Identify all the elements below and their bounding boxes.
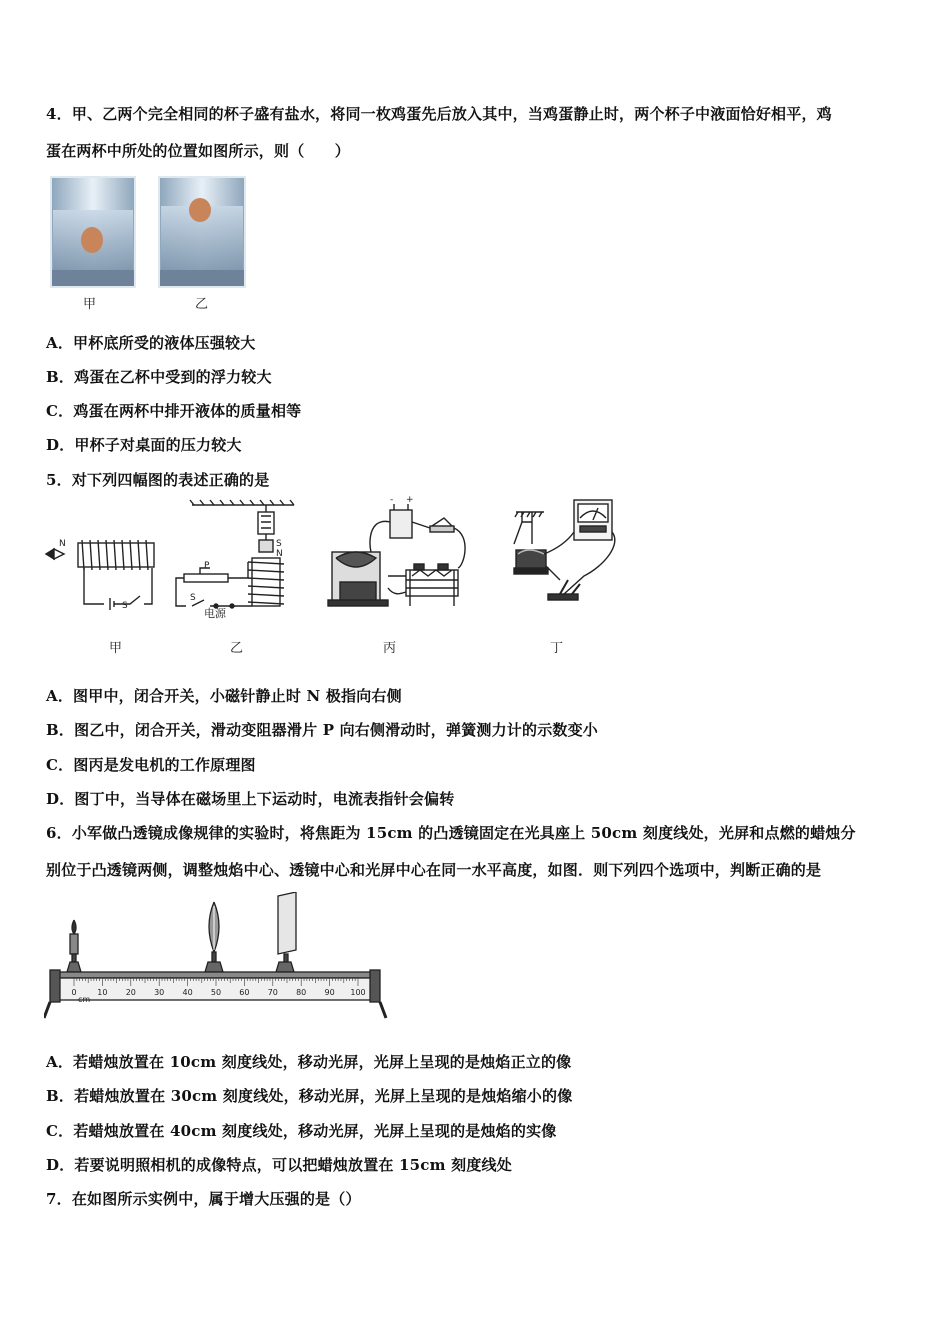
fig-yi-electromagnet (176, 500, 294, 620)
ruler-tick-label: 90 (324, 988, 335, 997)
q6-option-d: D．若要说明照相机的成像特点，可以把蜡烛放置在 15cm 刻度线处 (46, 1156, 512, 1174)
cup-yi (158, 176, 246, 288)
egg-yi (189, 198, 211, 222)
q5-caption-jia: 甲 (109, 641, 123, 656)
q5-option-a: A．图甲中，闭合开关，小磁针静止时 N 极指向右侧 (46, 687, 402, 705)
fig-ding-apparatus (514, 500, 615, 600)
q4-option-b: B．鸡蛋在乙杯中受到的浮力较大 (46, 368, 272, 386)
convex-lens (205, 902, 223, 972)
ruler-unit: cm (78, 995, 91, 1004)
label-slider-p: P (204, 561, 210, 571)
ruler-tick-label: 100 (350, 988, 366, 997)
label-n-pole: N (59, 539, 66, 549)
q4-stem-line2: 蛋在两杯中所处的位置如图所示，则（ ） (46, 142, 351, 160)
ruler-tick-label: 60 (239, 988, 250, 997)
svg-text:-: - (390, 496, 394, 505)
q6-option-c: C．若蜡烛放置在 40cm 刻度线处，移动光屏，光屏上呈现的是烛焰的实像 (46, 1122, 557, 1140)
ruler-tick-label: 0 (71, 988, 77, 997)
ruler-tick-label: 70 (267, 988, 278, 997)
svg-text:+: + (406, 496, 414, 505)
ruler-tick-label: 80 (296, 988, 307, 997)
q6-option-a: A．若蜡烛放置在 10cm 刻度线处，移动光屏，光屏上呈现的是烛焰正立的像 (46, 1053, 572, 1071)
ruler-tick-label: 10 (97, 988, 108, 997)
q6-stem-line1: 6．小军做凸透镜成像规律的实验时，将焦距为 15cm 的凸透镜固定在光具座上 50cm 刻度线处，光屏和点燃的蜡烛分 (46, 824, 856, 842)
egg-jia (81, 227, 103, 253)
q5-figure-circuits (44, 496, 624, 624)
label-spring-s: S (276, 539, 282, 549)
q4-stem-line1: 4．甲、乙两个完全相同的杯子盛有盐水，将同一枚鸡蛋先后放入其中，当鸡蛋静止时，两个杯子中液面恰好相平，鸡 (46, 105, 832, 123)
q5-caption-yi: 乙 (230, 641, 244, 656)
ruler-tick-label: 30 (154, 988, 165, 997)
q5-caption-ding: 丁 (550, 641, 564, 656)
ruler-tick-label: 20 (125, 988, 136, 997)
q4-caption-jia: 甲 (83, 297, 97, 312)
candle (67, 920, 81, 972)
q4-figure-cups (48, 174, 248, 296)
label-switch-s2: S (190, 593, 196, 603)
q5-option-b: B．图乙中，闭合开关，滑动变阻器滑片 P 向右侧滑动时，弹簧测力计的示数变小 (46, 721, 599, 739)
q7-stem: 7．在如图所示实例中，属于增大压强的是（） (46, 1190, 361, 1208)
q5-option-c: C．图丙是发电机的工作原理图 (46, 756, 256, 774)
q6-stem-line2: 别位于凸透镜两侧，调整烛焰中心、透镜中心和光屏中心在同一水平高度，如图．则下列四个选项中，判断正确的是 (46, 861, 822, 879)
light-screen (276, 892, 296, 972)
label-switch-s: S (122, 601, 128, 611)
q4-option-a: A．甲杯底所受的液体压强较大 (46, 334, 256, 352)
q6-figure-optical-bench (44, 892, 388, 1026)
label-spring-n: N (276, 549, 283, 559)
q4-caption-yi: 乙 (195, 297, 209, 312)
q4-option-d: D．甲杯子对桌面的压力较大 (46, 436, 242, 454)
label-power: 电源 (204, 607, 226, 620)
cup-jia (50, 176, 136, 288)
q4-option-c: C．鸡蛋在两杯中排开液体的质量相等 (46, 402, 302, 420)
q5-caption-bing: 丙 (383, 641, 397, 656)
q6-option-b: B．若蜡烛放置在 30cm 刻度线处，移动光屏，光屏上呈现的是烛焰缩小的像 (46, 1087, 573, 1105)
ruler-tick-label: 50 (210, 988, 222, 997)
ruler-tick-label: 40 (182, 988, 193, 997)
q5-option-d: D．图丁中，当导体在磁场里上下运动时，电流表指针会偏转 (46, 790, 455, 808)
fig-jia-solenoid (46, 539, 154, 611)
fig-bing-apparatus (328, 496, 465, 606)
q5-stem: 5．对下列四幅图的表述正确的是 (46, 471, 270, 489)
